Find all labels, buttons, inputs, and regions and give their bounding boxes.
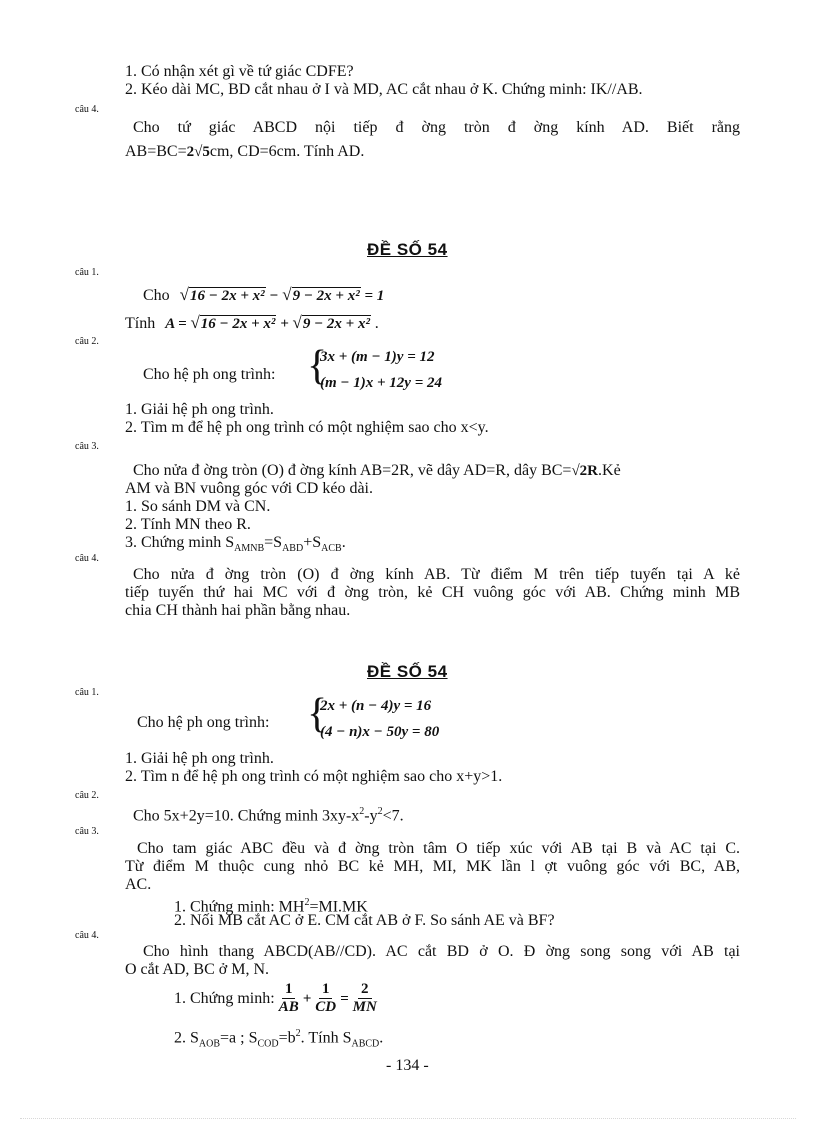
- section1-cau2-q1: 1. Giải hệ ph ong trình.: [125, 401, 274, 418]
- sqrt-term-b: 9 − 2x + x²: [292, 288, 360, 304]
- cau1-tinh: Tính: [125, 315, 156, 332]
- fraction-2-mn: [353, 981, 377, 1016]
- sqrt-term-d: 9 − 2x + x²: [302, 316, 370, 332]
- section2-cau1-q1: 1. Giải hệ ph ong trình.: [125, 750, 274, 767]
- cau4-q2-d: . Tính S: [300, 1029, 352, 1047]
- cau3-q3-sub1: AMNB: [234, 543, 265, 555]
- fraction-1-cd: [315, 981, 336, 1016]
- plus-sign: +: [280, 316, 289, 332]
- cau3-q1-a: 1. Chứng minh: MH: [174, 898, 305, 916]
- cau2-sup2: 2: [377, 806, 383, 817]
- section2-cau3-line2: Từ điểm M thuộc cung nhỏ BC kẻ MH, MI, MK lần l ợt vuông góc với BC, AB,: [125, 858, 740, 875]
- cau4-q2-c: =b: [278, 1029, 296, 1047]
- cau4-q2-a: 2. S: [174, 1029, 199, 1047]
- frac2-den: CD: [315, 999, 337, 1015]
- section2-cau3-q2: 2. Nối MB cắt AC ở E. CM cắt AB ở F. So sánh AE và BF?: [174, 912, 555, 929]
- frac1-den: AB: [278, 999, 299, 1015]
- section1-cau4-label: câu 4.: [75, 553, 99, 564]
- top-question-2: 2. Kéo dài MC, BD cắt nhau ở I và MD, AC cắt nhau ở K. Chứng minh: IK//AB.: [125, 81, 643, 98]
- cau4-q2-sup: 2: [295, 1028, 301, 1039]
- section1-cau2-eq2: (m − 1)x + 12y = 24: [320, 375, 442, 391]
- section2-cau3-label: câu 3.: [75, 826, 99, 837]
- section1-cau1-label: câu 1.: [75, 267, 99, 278]
- cau4-q2-b: =a ; S: [220, 1029, 258, 1047]
- section2-cau1-label: câu 1.: [75, 687, 99, 698]
- frac1-num: 1: [282, 981, 296, 999]
- section1-cau2-eq1: 3x + (m − 1)y = 12: [320, 349, 435, 365]
- section1-cau4-line1: Cho nửa đ ờng tròn (O) đ ờng kính AB. Từ điểm M trên tiếp tuyến tại A kẻ: [133, 566, 740, 583]
- cau1-cho: Cho: [143, 287, 170, 304]
- top-cau4-line1: Cho tứ giác ABCD nội tiếp đ ờng tròn đ ờng kính AD. Biết rằng: [133, 119, 740, 136]
- section1-cau2-q2: 2. Tìm m để hệ ph ong trình có một nghiệm sao cho x<y.: [125, 419, 489, 436]
- sqrt-term-c: 16 − 2x + x²: [200, 316, 276, 332]
- cau4-q2-sub2: COD: [257, 1038, 279, 1050]
- section2-cau4-line1: Cho hình thang ABCD(AB//CD). AC cắt BD ở O. Đ ờng song song với AB tại: [143, 943, 740, 960]
- cau4-q1-label: 1. Chứng minh:: [174, 989, 275, 1007]
- top-cau4-line2-a: AB=BC=: [125, 143, 187, 160]
- cau3-q3-sub2: ABD: [282, 543, 304, 555]
- frac3-num: 2: [358, 981, 372, 999]
- section1-cau3-label: câu 3.: [75, 441, 99, 452]
- cau2-c: <7.: [382, 807, 404, 825]
- page-number: - 134 -: [386, 1057, 429, 1074]
- top-cau4-line2: [125, 143, 364, 161]
- minus-sign: −: [269, 288, 279, 304]
- section2-cau1-intro: Cho hệ ph ong trình:: [137, 714, 270, 731]
- section1-cau3-q1: 1. So sánh DM và CN.: [125, 498, 271, 515]
- section2-title: ĐỀ SỐ 54: [367, 662, 448, 681]
- top-question-1: 1. Có nhận xét gì về tứ giác CDFE?: [125, 63, 354, 80]
- page-edge-divider: [20, 1118, 796, 1119]
- section2-cau1-eq1: 2x + (n − 4)y = 16: [320, 698, 432, 714]
- top-cau4-line2-b: cm, CD=6cm. Tính AD.: [209, 143, 365, 160]
- cau4-q2-sub1: AOB: [198, 1038, 221, 1050]
- section1-cau4-line2: tiếp tuyến thứ hai MC với đ ờng tròn, kẻ CH vuông góc với AB. Chứng minh MB: [125, 584, 740, 601]
- section1-cau1-line1: Cho √16 − 2x + x² − √9 − 2x + x² = 1: [143, 285, 385, 304]
- section1-cau2-intro: Cho hệ ph ong trình:: [143, 366, 276, 383]
- frac-equals: =: [340, 990, 349, 1007]
- section1-cau3-q2: 2. Tính MN theo R.: [125, 516, 251, 533]
- cau4-q2-e: .: [379, 1029, 384, 1047]
- cau3-q3-a: 3. Chứng minh S: [125, 534, 235, 551]
- cau3-q3-c: +S: [303, 534, 322, 551]
- equals-one: = 1: [364, 288, 385, 304]
- cau3-q1-sup: 2: [304, 897, 310, 908]
- cau2-sup1: 2: [359, 806, 365, 817]
- section1-cau3-q3: [125, 534, 346, 558]
- a-equals: A =: [165, 316, 187, 332]
- top-cau4-label: câu 4.: [75, 104, 99, 115]
- system-brace: {: [307, 343, 328, 389]
- section2-cau3-line3: AC.: [125, 876, 152, 893]
- section2-cau4-q2: [174, 1025, 383, 1054]
- sqrt2r: √2R: [571, 463, 599, 479]
- cau3-q3-sub3: ACB: [321, 543, 342, 555]
- section1-cau3-line2: AM và BN vuông góc với CD kéo dài.: [125, 480, 373, 497]
- frac2-num: 1: [319, 981, 333, 999]
- section1-title: ĐỀ SỐ 54: [367, 240, 448, 259]
- cau3-q3-b: =S: [264, 534, 283, 551]
- section1-cau3-line1: [133, 462, 621, 480]
- section1-cau4-line3: chia CH thành hai phần bằng nhau.: [125, 602, 351, 619]
- cau3-line1-a: Cho nửa đ ờng tròn (O) đ ờng kính AB=2R, vẽ dây AD=R, dây BC=: [133, 462, 572, 479]
- section2-cau2-line: [133, 803, 404, 825]
- section2-cau3-line1: Cho tam giác ABC đều và đ ờng tròn tâm O tiếp xúc với AB tại B và AC tại C.: [137, 840, 740, 857]
- frac3-den: MN: [352, 999, 377, 1015]
- section2-cau4-label: câu 4.: [75, 930, 99, 941]
- section2-cau1-q2: 2. Tìm n để hệ ph ong trình có một nghiệm sao cho x+y>1.: [125, 768, 503, 785]
- cau2-a: Cho 5x+2y=10. Chứng minh 3xy-x: [133, 807, 360, 825]
- cau3-q1-b: =MI.MK: [309, 898, 368, 916]
- section1-cau1-line2: Tính A = √16 − 2x + x² + √9 − 2x + x² .: [125, 313, 379, 332]
- section2-cau4-q1: [174, 981, 377, 1016]
- system-brace-2: {: [307, 691, 328, 737]
- cau4-q2-sub3: ABCD: [351, 1038, 380, 1050]
- section2-cau4-line2: O cắt AD, BC ở M, N.: [125, 961, 270, 978]
- cau3-line1-b: .Kẻ: [598, 462, 621, 479]
- period: .: [374, 315, 379, 332]
- sqrt-expression: 2√5: [186, 144, 210, 160]
- section2-cau2-label: câu 2.: [75, 790, 99, 801]
- frac-plus: +: [302, 990, 312, 1007]
- cau2-b: -y: [364, 807, 378, 825]
- section2-cau1-eq2: (4 − n)x − 50y = 80: [320, 724, 440, 740]
- section1-cau2-label: câu 2.: [75, 336, 99, 347]
- cau3-q3-d: .: [341, 534, 346, 551]
- fraction-1-ab: [279, 981, 299, 1016]
- sqrt-term-a: 16 − 2x + x²: [190, 288, 265, 304]
